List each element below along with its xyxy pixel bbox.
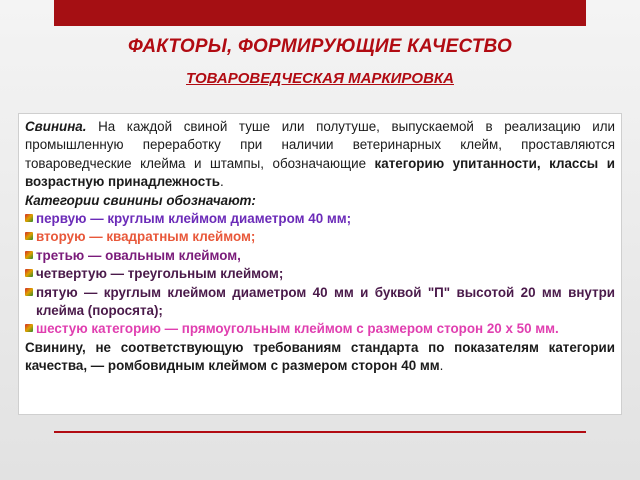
list-item <box>25 210 615 228</box>
bullet-icon <box>25 324 33 332</box>
content-panel <box>18 113 622 415</box>
categories-heading: Категории свинины обозначают: <box>25 192 256 208</box>
category-text: третью — овальным клеймом, <box>36 247 241 263</box>
bullet-icon <box>25 214 33 222</box>
slide-title: ФАКТОРЫ, ФОРМИРУЮЩИЕ КАЧЕСТВО <box>128 36 512 57</box>
list-item <box>25 228 615 246</box>
bullet-icon <box>25 288 33 296</box>
intro-paragraph <box>25 118 615 192</box>
intro-bold: категорию упитанности, классы и возрастную принадлежность <box>25 155 615 190</box>
top-accent-bar <box>54 0 586 26</box>
final-text: Свинину, не соответствующую требованиям стандарта по показателям категории качества, — ромбовидным клеймом с размером сторон 40 мм <box>25 339 615 374</box>
category-text: пятую — круглым клеймом диаметром 40 мм и буквой "П" высотой 20 мм внутри клейма (поросята); <box>36 284 615 319</box>
slide-subtitle: ТОВАРОВЕДЧЕСКАЯ МАРКИРОВКА <box>186 70 454 87</box>
category-text: первую — круглым клеймом диаметром 40 мм; <box>36 211 352 227</box>
bullet-icon <box>25 269 33 277</box>
categories-list <box>25 210 615 339</box>
category-text: вторую — квадратным клеймом; <box>36 229 256 245</box>
list-item <box>25 247 615 265</box>
final-paragraph <box>25 339 615 376</box>
intro-lead: Свинина. <box>25 119 87 134</box>
list-item <box>25 265 615 283</box>
intro-end: . <box>220 174 224 190</box>
list-item <box>25 320 615 338</box>
bullet-icon <box>25 251 33 259</box>
final-end: . <box>439 358 444 374</box>
bullet-icon <box>25 232 33 240</box>
list-item <box>25 284 615 321</box>
category-text: шестую категорию — прямоугольным клеймом с размером сторон 20 х 50 мм. <box>36 321 559 337</box>
bottom-divider <box>54 431 586 433</box>
category-text: четвертую — треугольным клеймом; <box>36 266 284 282</box>
intro-text: На каждой свиной туше или полутуше, выпускаемой в реализацию или промышленную переработку при наличии ветеринарных клейм, проставляются товароведческие клейма и штампы, обозначающие <box>25 119 615 171</box>
